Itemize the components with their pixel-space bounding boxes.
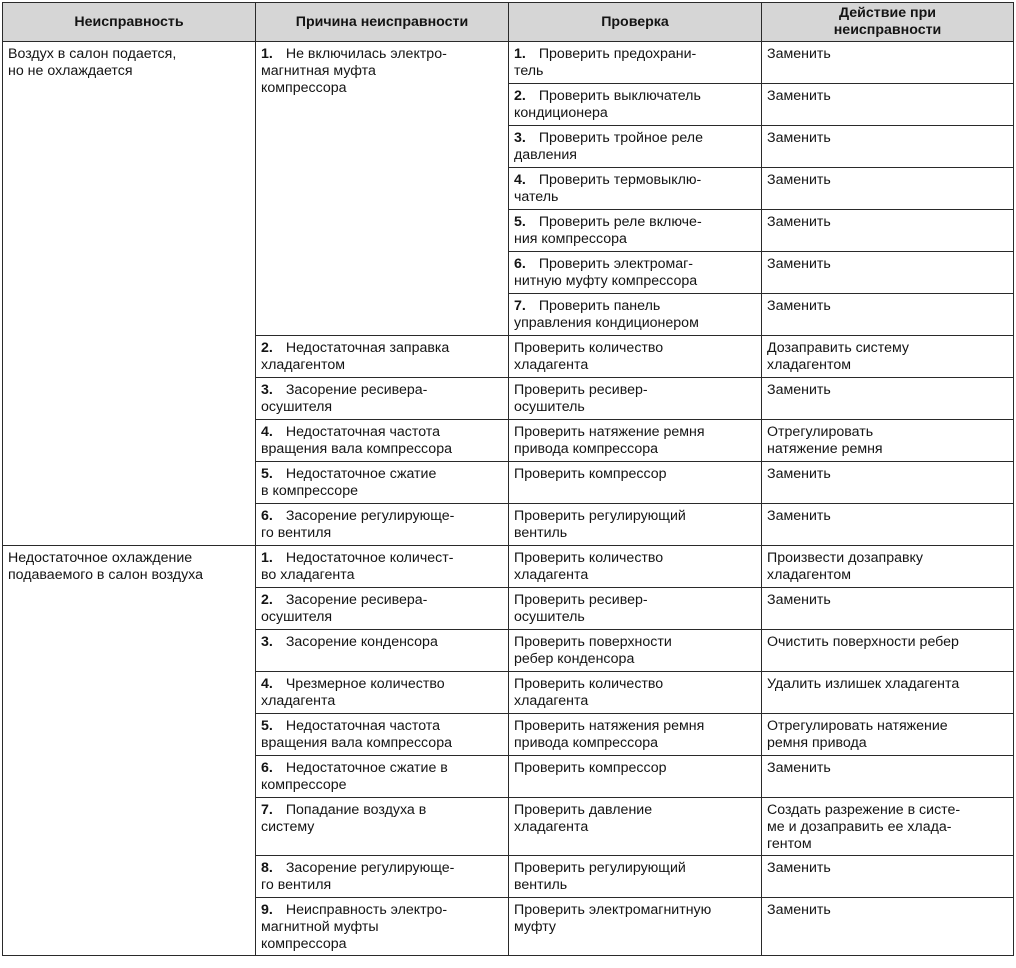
cause-text: Засорение ресивера- осушителя	[261, 382, 428, 415]
check-cell	[509, 210, 762, 252]
action-cell: Заменить	[762, 42, 1014, 84]
cause-text: Недостаточная заправка хладагентом	[261, 340, 450, 373]
action-cell: Заменить	[762, 84, 1014, 126]
check-cell	[509, 336, 762, 378]
cause-cell	[256, 588, 509, 630]
cause-text: Засорение ресивера- осушителя	[261, 592, 428, 625]
check-text: Проверить количество хладагента	[514, 676, 664, 709]
cause-number: 7.	[261, 802, 273, 818]
action-cell: Заменить	[762, 252, 1014, 294]
header-check: Проверка	[509, 3, 762, 42]
cause-cell	[256, 462, 509, 504]
check-cell	[509, 42, 762, 84]
check-cell	[509, 588, 762, 630]
cause-number: 6.	[261, 760, 273, 776]
check-cell	[509, 856, 762, 898]
cause-number: 8.	[261, 860, 273, 876]
cause-text: Недостаточное сжатие в компрессоре	[261, 466, 437, 499]
cause-text: Чрезмерное количество хладагента	[261, 676, 445, 709]
table-row	[3, 546, 1014, 588]
check-number: 7.	[514, 298, 526, 314]
check-text: Проверить натяжения ремня привода компрессора	[514, 718, 705, 751]
check-number: 1.	[514, 46, 526, 62]
check-cell	[509, 504, 762, 546]
cause-text: Неисправность электро- магнитной муфты компрессора	[261, 902, 448, 952]
check-text: Проверить выключатель кондиционера	[514, 88, 701, 121]
check-cell	[509, 672, 762, 714]
document-page	[2, 2, 1014, 956]
check-cell	[509, 378, 762, 420]
check-text: Проверить реле включе- ния компрессора	[514, 214, 702, 247]
header-cause: Причина неисправности	[256, 3, 509, 42]
check-text: Проверить термовыклю- чатель	[514, 172, 702, 205]
cause-cell	[256, 378, 509, 420]
cause-text: Недостаточная частота вращения вала компрессора	[261, 424, 452, 457]
action-cell: Заменить	[762, 504, 1014, 546]
fault-cell: Воздух в салон подается, но не охлаждается	[3, 42, 256, 546]
action-cell: Дозаправить систему хладагентом	[762, 336, 1014, 378]
cause-number: 2.	[261, 340, 273, 356]
table-body	[3, 42, 1014, 956]
check-number: 6.	[514, 256, 526, 272]
check-text: Проверить натяжение ремня привода компрессора	[514, 424, 705, 457]
check-cell	[509, 420, 762, 462]
cause-text: Попадание воздуха в систему	[261, 802, 427, 835]
cause-number: 3.	[261, 634, 273, 650]
header-fault: Неисправность	[3, 3, 256, 42]
action-cell: Заменить	[762, 210, 1014, 252]
check-text: Проверить электромагнитную муфту	[514, 902, 712, 935]
check-cell	[509, 84, 762, 126]
action-cell: Заменить	[762, 168, 1014, 210]
troubleshooting-table	[2, 2, 1014, 956]
check-number: 4.	[514, 172, 526, 188]
check-text: Проверить тройное реле давления	[514, 130, 703, 163]
cause-cell	[256, 714, 509, 756]
action-cell: Заменить	[762, 588, 1014, 630]
check-text: Проверить панель управления кондиционером	[514, 298, 699, 331]
check-cell	[509, 898, 762, 956]
cause-cell	[256, 798, 509, 856]
cause-number: 4.	[261, 424, 273, 440]
check-text: Проверить давление хладагента	[514, 802, 653, 835]
action-cell: Отрегулировать натяжение ремня привода	[762, 714, 1014, 756]
check-text: Проверить количество хладагента	[514, 340, 664, 373]
check-number: 3.	[514, 130, 526, 146]
check-text: Проверить электромаг- нитную муфту компрессора	[514, 256, 698, 289]
cause-cell	[256, 856, 509, 898]
cause-number: 4.	[261, 676, 273, 692]
check-text: Проверить компрессор	[514, 760, 667, 776]
header-action: Действие при неисправности	[762, 3, 1014, 42]
cause-text: Засорение регулирующе- го вентиля	[261, 860, 455, 893]
cause-number: 6.	[261, 508, 273, 524]
action-cell: Заменить	[762, 856, 1014, 898]
cause-text: Недостаточное количест- во хладагента	[261, 550, 454, 583]
cause-cell	[256, 756, 509, 798]
check-text: Проверить регулирующий вентиль	[514, 860, 686, 893]
cause-text: Засорение конденсора	[285, 634, 438, 650]
cause-cell	[256, 504, 509, 546]
cause-text: Не включилась электро- магнитная муфта компрессора	[261, 46, 447, 96]
cause-text: Засорение регулирующе- го вентиля	[261, 508, 455, 541]
check-text: Проверить поверхности ребер конденсора	[514, 634, 672, 667]
cause-cell	[256, 546, 509, 588]
cause-cell	[256, 898, 509, 956]
check-cell	[509, 126, 762, 168]
cause-number: 5.	[261, 466, 273, 482]
check-cell	[509, 168, 762, 210]
check-cell	[509, 630, 762, 672]
cause-number: 1.	[261, 550, 273, 566]
action-cell: Заменить	[762, 756, 1014, 798]
check-cell	[509, 714, 762, 756]
table-row	[3, 42, 1014, 84]
check-cell	[509, 462, 762, 504]
action-cell: Отрегулировать натяжение ремня	[762, 420, 1014, 462]
table-header	[3, 3, 1014, 42]
action-cell: Создать разрежение в систе- ме и дозаправить ее хлада- гентом	[762, 798, 1014, 856]
check-text: Проверить регулирующий вентиль	[514, 508, 686, 541]
check-cell	[509, 756, 762, 798]
cause-cell	[256, 42, 509, 336]
cause-number: 5.	[261, 718, 273, 734]
action-cell: Произвести дозаправку хладагентом	[762, 546, 1014, 588]
cause-cell	[256, 672, 509, 714]
check-text: Проверить ресивер- осушитель	[514, 382, 648, 415]
action-cell: Заменить	[762, 462, 1014, 504]
check-number: 2.	[514, 88, 526, 104]
cause-text: Недостаточное сжатие в компрессоре	[261, 760, 448, 793]
fault-cell: Недостаточное охлаждение подаваемого в салон воздуха	[3, 546, 256, 956]
check-cell	[509, 252, 762, 294]
check-text: Проверить количество хладагента	[514, 550, 664, 583]
check-cell	[509, 798, 762, 856]
action-cell: Очистить поверхности ребер	[762, 630, 1014, 672]
cause-cell	[256, 630, 509, 672]
cause-cell	[256, 420, 509, 462]
action-cell: Удалить излишек хладагента	[762, 672, 1014, 714]
cause-number: 9.	[261, 902, 273, 918]
check-number: 5.	[514, 214, 526, 230]
action-cell: Заменить	[762, 378, 1014, 420]
cause-number: 1.	[261, 46, 273, 62]
action-cell: Заменить	[762, 294, 1014, 336]
check-cell	[509, 546, 762, 588]
cause-cell	[256, 336, 509, 378]
check-text: Проверить компрессор	[514, 466, 667, 482]
cause-number: 3.	[261, 382, 273, 398]
check-cell	[509, 294, 762, 336]
header-row	[3, 3, 1014, 42]
action-cell: Заменить	[762, 898, 1014, 956]
cause-text: Недостаточная частота вращения вала компрессора	[261, 718, 452, 751]
check-text: Проверить ресивер- осушитель	[514, 592, 648, 625]
check-text: Проверить предохрани- тель	[514, 46, 697, 79]
cause-number: 2.	[261, 592, 273, 608]
action-cell: Заменить	[762, 126, 1014, 168]
